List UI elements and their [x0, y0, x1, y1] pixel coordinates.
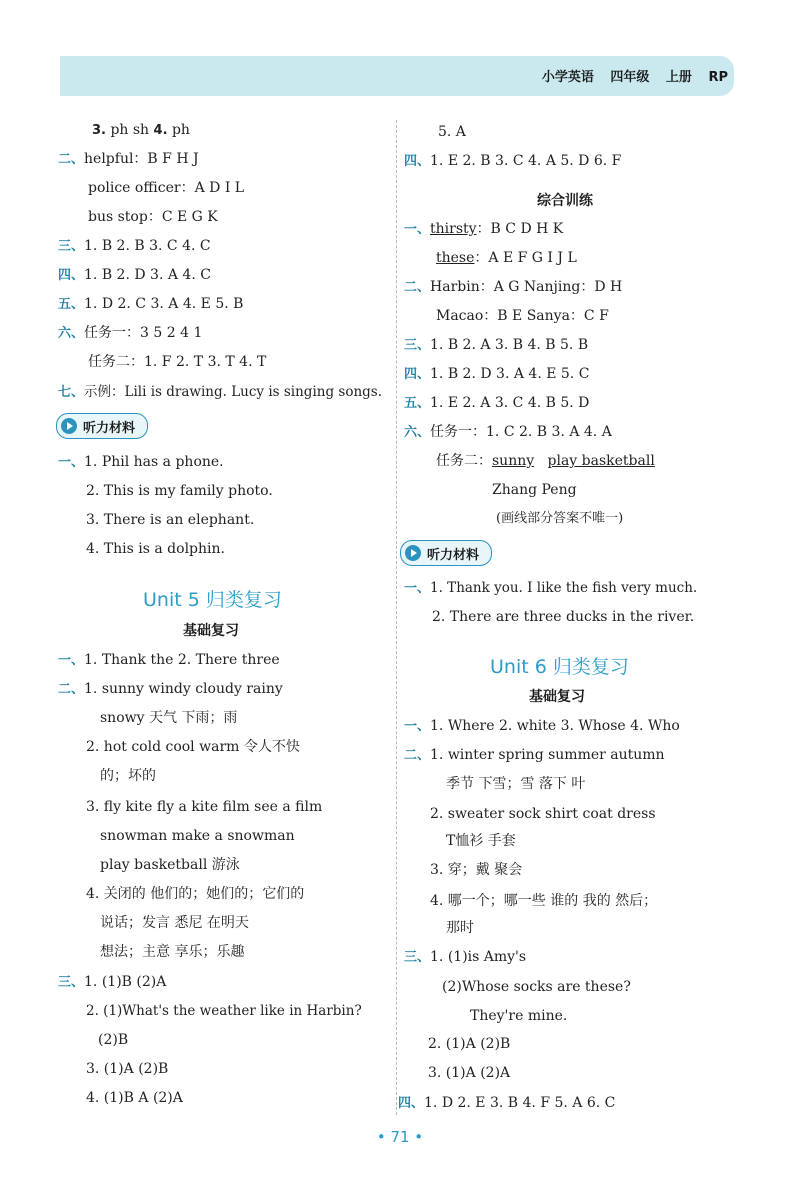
answer-text: 1. Thank the 2. There three	[84, 652, 280, 668]
answer-line	[58, 149, 199, 170]
answer-line	[92, 120, 190, 141]
answer-line: 2. sweater sock shirt coat dress	[430, 806, 656, 822]
answer-line	[58, 265, 211, 286]
answer-text: 1. sunny windy cloudy rainy	[84, 681, 283, 697]
play-icon	[405, 545, 421, 561]
answer-note: (画线部分答案不唯一)	[496, 511, 624, 526]
underlined-word: play basketball	[547, 453, 655, 469]
answer-line: police officer：A D I L	[88, 180, 245, 196]
listening-material-pill	[400, 540, 492, 566]
answer-line	[404, 745, 665, 766]
section-title: 基础复习	[529, 689, 585, 705]
answer-text: ph sh	[110, 122, 150, 138]
section-marker: 二、	[58, 682, 85, 697]
answer-line	[404, 578, 697, 599]
answer-line: 4. 哪一个；哪一些 谁的 我的 然后；	[430, 893, 658, 909]
answer-line: (2)B	[98, 1032, 129, 1048]
section-marker: 七、	[58, 385, 85, 400]
answer-text: ：B C D H K	[476, 221, 564, 237]
answer-text: 1. B 2. D 3. A 4. C	[84, 267, 211, 283]
answer-line: T恤衫 手套	[446, 833, 516, 849]
answer-line: 那时	[446, 920, 474, 936]
answer-line	[58, 650, 280, 671]
answer-text: 1. Phil has a phone.	[84, 454, 224, 470]
answer-line	[58, 382, 382, 403]
header-edition: RP	[708, 70, 728, 85]
answer-line: 5. A	[438, 124, 466, 140]
answer-text: 1. Where 2. white 3. Whose 4. Who	[430, 718, 680, 734]
section-marker: 一、	[404, 222, 431, 237]
answer-line: 2. There are three ducks in the river.	[432, 609, 695, 625]
answer-line: 2. (1)What's the weather like in Harbin?	[86, 1003, 362, 1019]
section-marker: 一、	[58, 653, 85, 668]
answer-line: 4. This is a dolphin.	[86, 541, 225, 557]
answer-text: 1. Thank you. I like the fish very much.	[430, 580, 698, 596]
answer-line	[436, 248, 577, 268]
section-marker: 六、	[58, 326, 85, 341]
unit-5-title: Unit 5 归类复习	[143, 589, 282, 611]
answer-text: 1. E 2. B 3. C 4. A 5. D 6. F	[430, 153, 622, 169]
section-marker: 四、	[398, 1096, 425, 1111]
header-grade: 四年级	[610, 70, 650, 85]
answer-line	[404, 335, 588, 356]
answer-line	[58, 294, 243, 315]
section-marker: 二、	[404, 280, 431, 295]
answer-line: 想法；主意 享乐；乐趣	[100, 944, 245, 960]
section-marker: 五、	[58, 297, 85, 312]
answer-line	[404, 219, 563, 240]
answer-line	[58, 972, 166, 993]
item-number: 3.	[92, 123, 106, 138]
answer-text: 1. (1)B (2)A	[84, 974, 167, 990]
section-marker: 一、	[404, 581, 431, 596]
answer-line	[58, 452, 224, 473]
column-divider	[396, 120, 397, 1115]
listening-material-pill	[56, 413, 148, 439]
pill-label: 听力材料	[427, 547, 480, 563]
section-marker: 五、	[404, 396, 431, 411]
page-number: • 71 •	[376, 1128, 424, 1146]
underlined-word: these	[436, 250, 475, 266]
answer-line: bus stop：C E G K	[88, 209, 218, 225]
section-marker: 六、	[404, 425, 431, 440]
item-number: 4.	[153, 123, 168, 138]
section-marker: 三、	[58, 239, 85, 254]
play-icon	[61, 418, 77, 434]
answer-line	[58, 236, 211, 257]
answer-line	[404, 364, 589, 385]
answer-text: 任务一：3 5 2 4 1	[84, 325, 203, 341]
answer-line: 4. 关闭的 他们的；她们的；它们的	[86, 886, 305, 902]
answer-line: 3. fly kite fly a kite film see a film	[86, 799, 323, 815]
answer-line	[58, 323, 202, 344]
underlined-word: thirsty	[430, 221, 477, 237]
answer-line: 2. (1)A (2)B	[428, 1036, 511, 1052]
answer-line: 的；坏的	[100, 768, 156, 784]
answer-line: 2. This is my family photo.	[86, 483, 273, 499]
answer-text: 1. E 2. A 3. C 4. B 5. D	[430, 395, 590, 411]
header-volume: 上册	[665, 70, 692, 85]
pill-label: 听力材料	[83, 420, 136, 436]
header-info	[530, 66, 728, 85]
answer-line: 3. There is an elephant.	[86, 512, 255, 528]
section-marker: 二、	[58, 152, 85, 167]
answer-line	[404, 393, 589, 414]
answer-line: snowman make a snowman	[100, 828, 295, 844]
answer-line	[436, 451, 655, 471]
answer-line	[404, 277, 622, 298]
section-marker: 四、	[58, 268, 85, 283]
answer-line: snowy 天气 下雨；雨	[100, 710, 238, 726]
answer-line	[404, 947, 526, 968]
unit-6-title: Unit 6 归类复习	[490, 656, 629, 678]
answer-line: 说话；发言 悉尼 在明天	[100, 915, 249, 931]
answer-text: 示例：Lili is drawing. Lucy is singing songs.	[84, 384, 383, 400]
answer-text: 1. B 2. A 3. B 4. B 5. B	[430, 337, 589, 353]
answer-line: They're mine.	[470, 1008, 568, 1024]
underlined-word: sunny	[492, 453, 535, 469]
answer-text: 1. B 2. B 3. C 4. C	[84, 238, 211, 254]
section-marker: 三、	[404, 950, 431, 965]
answer-text: 1. D 2. E 3. B 4. F 5. A 6. C	[424, 1095, 616, 1111]
answer-text: 任务一：1. C 2. B 3. A 4. A	[430, 424, 612, 440]
answer-line: 季节 下雪；雪 落下 叶	[446, 776, 586, 792]
answer-line: (2)Whose socks are these?	[442, 979, 631, 995]
answer-line: Zhang Peng	[492, 482, 577, 498]
answer-text: 任务二：	[436, 453, 492, 469]
section-title: 基础复习	[183, 623, 239, 639]
answer-line	[58, 679, 283, 700]
answer-line: 3. (1)A (2)B	[86, 1061, 169, 1077]
answer-line	[398, 1093, 615, 1114]
section-marker: 三、	[404, 338, 431, 353]
answer-text: 1. winter spring summer autumn	[430, 747, 665, 763]
answer-text: ：A E F G I J L	[474, 250, 577, 266]
section-marker: 四、	[404, 154, 431, 169]
answer-line: 2. hot cold cool warm 令人不快	[86, 739, 300, 755]
answer-line	[404, 716, 680, 737]
answer-text: 1. D 2. C 3. A 4. E 5. B	[84, 296, 244, 312]
section-marker: 一、	[404, 719, 431, 734]
section-marker: 二、	[404, 748, 431, 763]
section-marker: 一、	[58, 455, 85, 470]
section-marker: 四、	[404, 367, 431, 382]
answer-line: 4. (1)B A (2)A	[86, 1090, 183, 1106]
answer-text: ph	[171, 122, 190, 138]
answer-text: 1. B 2. D 3. A 4. E 5. C	[430, 366, 590, 382]
section-title: 综合训练	[537, 193, 593, 209]
answer-line: 任务二：1. F 2. T 3. T 4. T	[88, 354, 267, 370]
answer-text: Harbin：A G Nanjing：D H	[430, 279, 623, 295]
answer-text: 1. (1)is Amy's	[430, 949, 527, 965]
answer-line: 3. 穿；戴 聚会	[430, 862, 523, 878]
answer-line: Macao：B E Sanya：C F	[436, 308, 609, 324]
answer-line: 3. (1)A (2)A	[428, 1065, 511, 1081]
answer-text: helpful：B F H J	[84, 151, 199, 167]
section-marker: 三、	[58, 975, 85, 990]
header-subject: 小学英语	[541, 70, 594, 85]
answer-line	[404, 151, 621, 172]
answer-line: play basketball 游泳	[100, 857, 240, 873]
answer-line	[404, 422, 612, 443]
